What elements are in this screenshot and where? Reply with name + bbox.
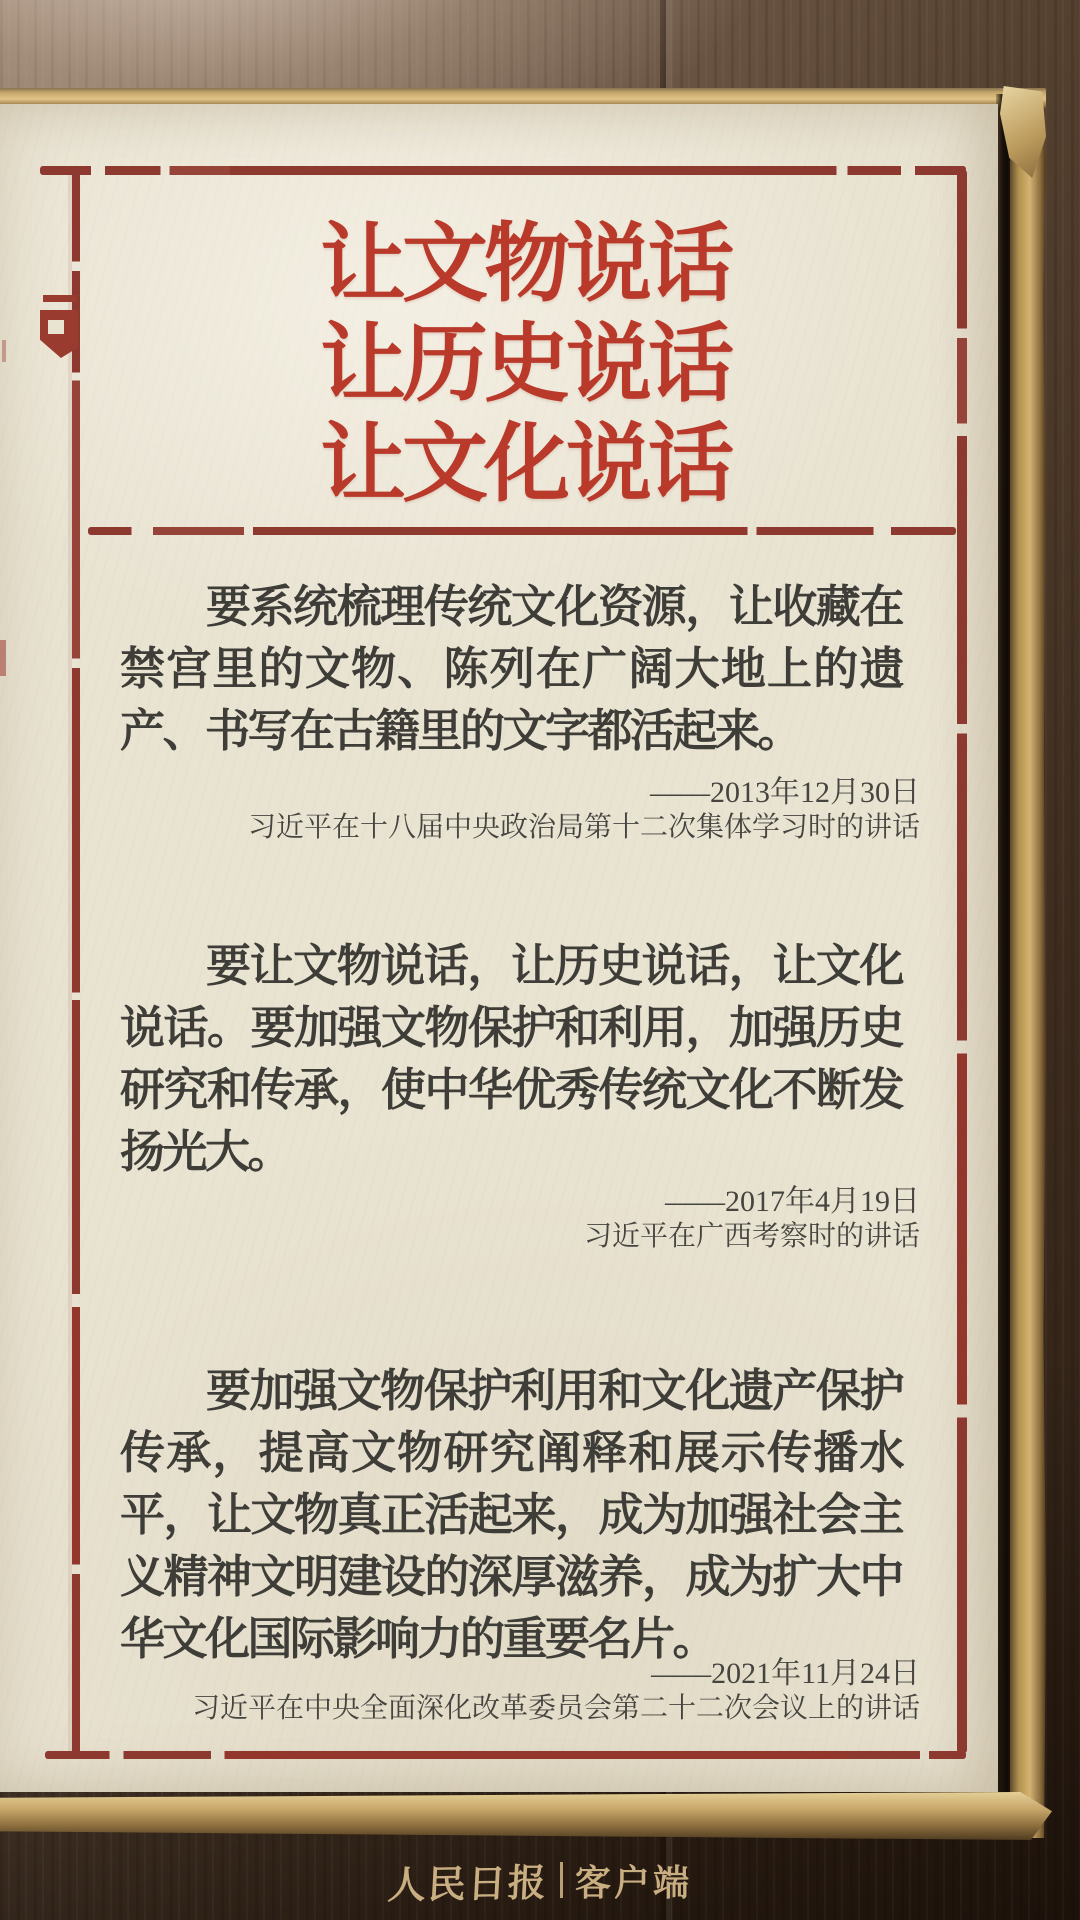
quote-line: 研究和传承，使中华优秀传统文化不断发 (120, 1065, 902, 1115)
poster-title (40, 214, 1010, 514)
quote-line: 平，让文物真正活起来，成为加强社会主 (120, 1490, 902, 1540)
logo-separator-bar (560, 1862, 563, 1898)
quote-line: 要加强文物保护利用和文化遗产保护 (206, 1366, 902, 1416)
seal-edge-fragment (0, 640, 6, 676)
stamp-frame-top (40, 166, 966, 175)
book-page (0, 104, 998, 1792)
quote-block-2 (120, 935, 902, 1183)
quote-source: 习近平在广西考察时的讲话 (583, 1221, 920, 1252)
footer-logo (0, 1845, 1080, 1915)
stamp-frame-bottom (45, 1751, 966, 1759)
book-edge-bottom (0, 1792, 1052, 1840)
title-line: 让文物说话 (320, 216, 730, 312)
quote-line: 华文化国际影响力的重要名片。 (120, 1614, 716, 1664)
quote-date: ——2021年11月24日 (651, 1657, 920, 1690)
peoples-daily-wordmark: 人民日报 (386, 1862, 549, 1907)
quote-line: 说话。要加强文物保护和利用，加强历史 (120, 1003, 902, 1053)
client-label: 客户端 (575, 1861, 693, 1903)
quote-source: 习近平在中央全面深化改革委员会第二十二次会议上的讲话 (191, 1693, 920, 1724)
quote-attribution-2 (120, 1184, 920, 1254)
quote-date: ——2013年12月30日 (650, 776, 920, 809)
quote-line: 扬光大。 (120, 1127, 291, 1177)
quote-block-1 (120, 576, 902, 762)
quote-line: 禁宫里的文物、陈列在广阔大地上的遗 (120, 644, 902, 694)
quote-line: 要系统梳理传统文化资源，让收藏在 (206, 582, 902, 632)
title-line: 让历史说话 (320, 316, 730, 412)
stamp-frame-divider (88, 527, 956, 535)
quote-block-3 (120, 1360, 902, 1670)
quote-attribution-3 (120, 1656, 920, 1726)
seal-edge-fragment (2, 340, 6, 362)
book-edge-right (1010, 92, 1046, 1838)
quote-line: 要让文物说话，让历史说话，让文化 (206, 941, 902, 991)
quote-line: 传承，提高文物研究阐释和展示传播水 (120, 1428, 902, 1478)
quote-line: 产、书写在古籍里的文字都活起来。 (120, 706, 801, 756)
quote-date: ——2017年4月19日 (665, 1185, 920, 1218)
quote-attribution-1 (120, 775, 920, 845)
title-line: 让文化说话 (320, 416, 730, 512)
quote-line: 义精神文明建设的深厚滋养，成为扩大中 (120, 1552, 902, 1602)
quote-source: 习近平在十八届中央政治局第十二次集体学习时的讲话 (247, 812, 920, 843)
